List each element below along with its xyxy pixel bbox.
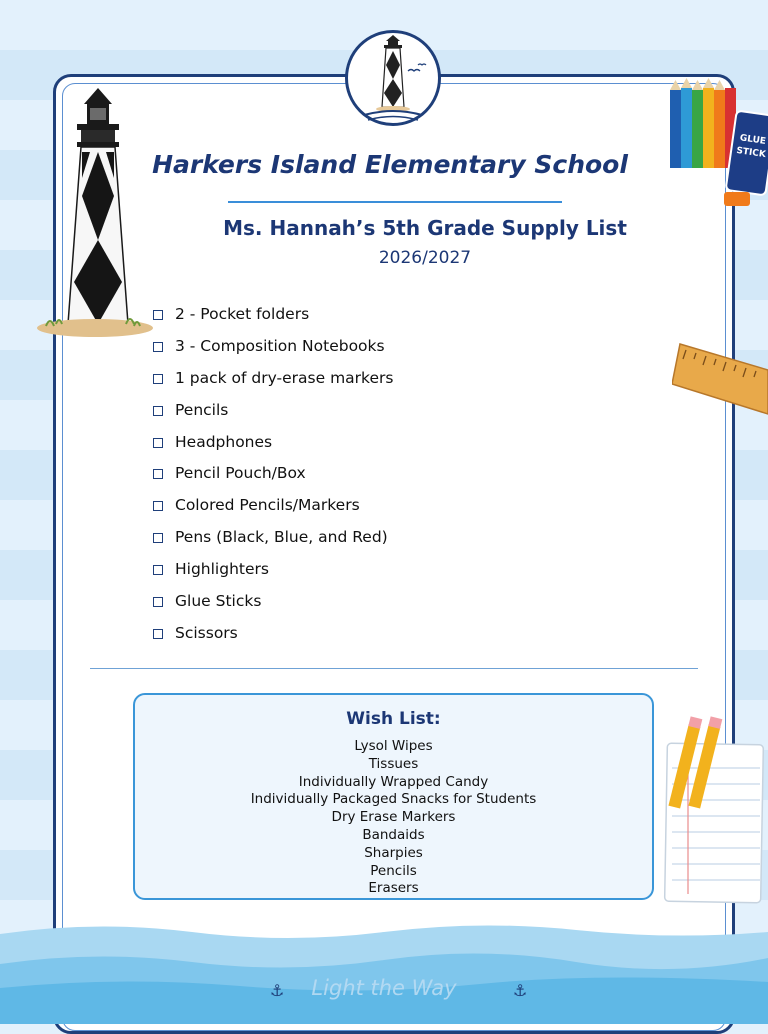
wish-list-item: Sharpies <box>364 844 423 861</box>
supply-list-title: Ms. Hannah’s 5th Grade Supply List <box>223 216 627 240</box>
supply-item <box>153 426 393 458</box>
checkbox[interactable] <box>153 310 163 320</box>
glue-stick-body <box>724 109 768 196</box>
anchor-icon: ⚓ <box>513 981 528 1000</box>
checkbox[interactable] <box>153 342 163 352</box>
supply-item-label: 1 pack of dry-erase markers <box>175 368 394 387</box>
lighthouse-icon <box>348 33 438 123</box>
supply-item-label: Colored Pencils/Markers <box>175 496 360 515</box>
supply-item-label: 3 - Composition Notebooks <box>175 336 385 355</box>
wish-list-title: Wish List: <box>346 709 441 729</box>
checkbox[interactable] <box>153 533 163 543</box>
supply-item <box>153 298 393 330</box>
checkbox[interactable] <box>153 374 163 384</box>
title-underline <box>228 201 562 203</box>
supply-item-label: Pencils <box>175 400 229 419</box>
checkbox[interactable] <box>153 629 163 639</box>
ocean-waves <box>0 920 768 1024</box>
supply-item-label: Highlighters <box>175 560 269 579</box>
supply-item <box>153 394 393 426</box>
wish-list-item: Pencils <box>370 862 417 879</box>
checkbox[interactable] <box>153 438 163 448</box>
checkbox[interactable] <box>153 565 163 575</box>
glue-stick-label-line2: STICK <box>735 145 767 161</box>
supply-item-label: Glue Sticks <box>175 591 262 610</box>
wish-list-item: Individually Wrapped Candy <box>298 773 489 790</box>
wish-list-item: Bandaids <box>362 826 425 843</box>
supply-item-label: Pens (Black, Blue, and Red) <box>175 528 388 547</box>
school-name: Harkers Island Elementary School <box>152 150 628 179</box>
supply-item <box>153 585 393 617</box>
wish-list-items <box>135 738 652 898</box>
supply-item <box>153 553 393 585</box>
wish-list-box <box>133 693 654 900</box>
checkbox[interactable] <box>153 597 163 607</box>
lighthouse-badge <box>345 30 441 126</box>
wish-list-item: Individually Packaged Snacks for Students <box>250 791 537 808</box>
supply-item <box>153 330 393 362</box>
supply-item <box>153 489 393 521</box>
supply-item-label: Scissors <box>175 623 238 642</box>
glue-stick-label-line1: GLUE <box>739 133 767 147</box>
wish-list-item: Dry Erase Markers <box>331 809 456 826</box>
supply-item-label: 2 - Pocket folders <box>175 304 310 323</box>
supply-item <box>153 362 393 394</box>
wish-list-item: Tissues <box>368 755 419 772</box>
checkbox[interactable] <box>153 469 163 479</box>
notepad-with-pencils-icon <box>658 716 768 908</box>
lighthouse-icon <box>34 86 156 342</box>
school-year: 2026/2027 <box>378 248 472 268</box>
checkbox[interactable] <box>153 501 163 511</box>
section-divider <box>90 668 698 669</box>
glue-stick-icon <box>726 112 768 208</box>
wish-list-item: Lysol Wipes <box>354 738 433 754</box>
anchor-icon: ⚓ <box>270 981 285 1000</box>
supply-item <box>153 521 393 553</box>
supply-item-label: Pencil Pouch/Box <box>175 464 306 483</box>
supply-checklist <box>153 298 393 649</box>
supply-item <box>153 457 393 489</box>
glue-stick-cap <box>724 192 750 206</box>
supply-item <box>153 617 393 649</box>
ruler-icon <box>672 340 768 418</box>
checkbox[interactable] <box>153 406 163 416</box>
wish-list-item: Erasers <box>368 880 419 897</box>
supply-item-label: Headphones <box>175 432 273 451</box>
footer-motto: Light the Way <box>311 976 457 1000</box>
